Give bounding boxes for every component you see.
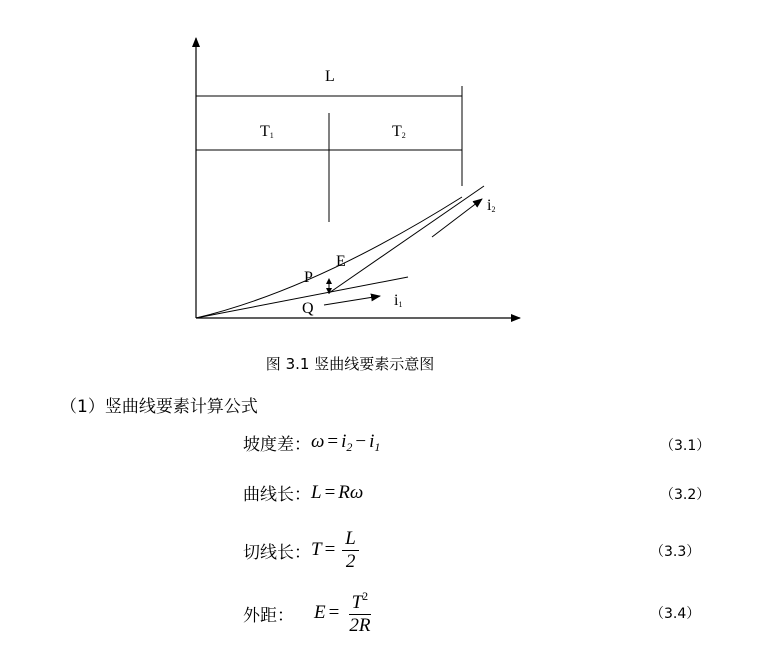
formula-external-distance [243,590,373,638]
figure-caption: 图 3.1 竖曲线要素示意图 [265,355,435,373]
formula-expression: L = Rω [311,481,364,503]
label-L: L [325,68,335,85]
formula-grade-difference [243,430,380,455]
label-E: E [336,253,346,270]
equation-number: （3.4） [650,606,701,622]
grade-arrow-i1 [324,296,380,305]
label-T1: T1 [260,123,274,140]
equation-number: （3.3） [650,544,701,560]
formula-label: 切线长： [243,543,311,564]
formula-expression: T = $\frac{L}{2}$ [311,528,359,574]
equation-number: （3.1） [660,438,711,454]
label-i2: i2 [487,197,496,214]
fraction: $\frac{T^2}{2R}$ [349,589,371,636]
label-Q: Q [302,300,314,317]
formula-label: 坡度差： [243,435,311,455]
formula-expression: E = $\frac{T^2}{2R}$ [314,590,373,638]
equation-number: （3.2） [660,487,711,503]
section-title: （1）竖曲线要素计算公式 [60,397,258,417]
label-i1: i1 [394,292,403,309]
formula-expression: $\omega = i_2 - i_1$ [311,430,381,454]
formula-label: 曲线长： [243,485,311,505]
fraction: $\frac{L}{2}$ [342,528,359,574]
formula-tangent-length [243,528,359,574]
formula-curve-length [243,480,363,505]
formula-label: 外距： [243,606,294,627]
label-T2: T2 [392,123,406,140]
label-P: P [304,269,313,286]
